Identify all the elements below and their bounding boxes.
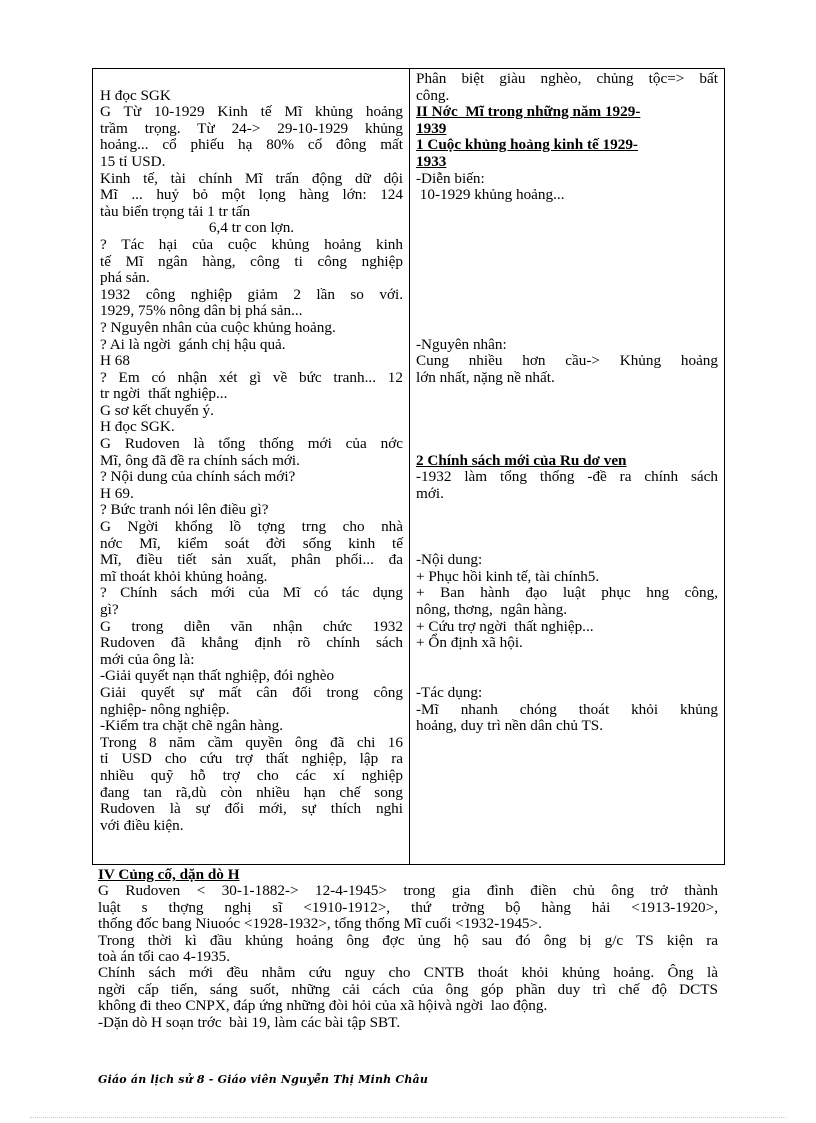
text-line: 10-1929 khủng hoảng... xyxy=(416,186,565,204)
text-line: Trong 8 năm cầm quyền ông đã chi 16 xyxy=(100,733,403,751)
text-line: tàu biển trọng tải 1 tr tấn xyxy=(100,202,251,220)
text-line: + Ổn định xã hội. xyxy=(416,634,523,652)
text-line: -Tác dụng: xyxy=(416,683,483,701)
text-line xyxy=(100,71,403,88)
text-line xyxy=(416,204,718,221)
text-line xyxy=(416,237,718,254)
text-line: phá sản. xyxy=(100,269,150,287)
text-line: nớc Mĩ, kiểm soát đời sống kinh tế xyxy=(100,534,403,552)
text-line: nông, thơng, ngân hàng. xyxy=(416,601,568,618)
text-line xyxy=(416,652,718,669)
text-line: -Mĩ nhanh chóng thoát khỏi khủng xyxy=(416,700,718,718)
text-line: G Rudoven là tổng thống mới của nớc xyxy=(100,435,403,453)
text-line: mới của ông là: xyxy=(100,650,195,668)
text-line: G Từ 10-1929 Kinh tế Mĩ khủng hoảng xyxy=(100,103,403,121)
text-line: -1932 làm tổng thống -đề ra chính sách xyxy=(416,468,718,486)
text-line: Mĩ, điều tiết sản xuất, phân phối... đa xyxy=(100,551,403,569)
column-divider xyxy=(409,69,410,864)
text-line: tỉ USD cho cứu trợ thất nghiệp, lập ra xyxy=(100,750,403,768)
page-footer: Giáo án lịch sử 8 - Giáo viên Nguyễn Thị Minh Châu xyxy=(98,1073,429,1086)
text-line: Mĩ, ông đã đề ra chính sách mới. xyxy=(100,451,300,469)
text-line: H đọc SGK xyxy=(100,86,171,104)
text-line xyxy=(416,220,718,237)
text-line xyxy=(416,403,718,420)
paragraph-line: không đi theo CNPX, đáp ứng những đòi hỏi của xã hộivà ngời lao động. xyxy=(98,997,548,1015)
text-line: -Giải quyết nạn thất nghiệp, đói nghèo xyxy=(100,667,335,685)
text-line: nhiều quỹ hỗ trợ cho các xí nghiệp xyxy=(100,766,403,784)
section-heading: 1 Cuộc khủng hoảng kinh tế 1929- xyxy=(416,136,638,154)
text-line: mĩ thoát khỏi khủng hoảng. xyxy=(100,567,268,585)
text-line xyxy=(416,386,718,403)
text-line xyxy=(416,519,718,536)
paragraph-line: G Rudoven < 30-1-1882-> 12-4-1945> trong gia đình điền chủ ông trở thành xyxy=(98,882,718,900)
text-line: mới. xyxy=(416,484,444,502)
text-line xyxy=(416,270,718,287)
section-body xyxy=(98,883,718,1031)
paragraph-line: thống đốc bang Niuoóc <1928-1932>, tổng thống Mĩ cuối <1932-1945>. xyxy=(98,915,542,933)
page-bottom-border xyxy=(30,1117,786,1118)
text-line: -Kiểm tra chặt chẽ ngân hàng. xyxy=(100,717,284,735)
text-line: -Diễn biến: xyxy=(416,169,485,187)
text-line xyxy=(416,502,718,519)
lesson-table xyxy=(92,68,725,865)
text-line: G sơ kết chuyển ý. xyxy=(100,401,214,419)
text-line: gì? xyxy=(100,601,119,618)
text-line: ? Em có nhận xét gì về bức tranh... 12 xyxy=(100,368,403,386)
text-line: Rudoven đã khẳng định rõ chính sách xyxy=(100,634,403,652)
text-line: H 68 xyxy=(100,352,130,370)
text-line: -Nguyên nhân: xyxy=(416,335,507,353)
text-line xyxy=(416,320,718,337)
section-heading: 1933 xyxy=(416,152,447,170)
text-line xyxy=(416,436,718,453)
text-line: -Nội dung: xyxy=(416,551,483,569)
text-line xyxy=(416,536,718,553)
text-line: 15 tỉ USD. xyxy=(100,152,166,170)
section-heading: 1939 xyxy=(416,119,447,137)
section-title: IV Củng cố, dặn dò H xyxy=(98,866,240,883)
lesson-content-column xyxy=(416,71,718,735)
text-line: lớn nhất, nặng nề nhất. xyxy=(416,368,555,386)
text-line xyxy=(416,303,718,320)
text-line: G Ngời khổng lồ tợng trng cho nhà xyxy=(100,518,403,536)
text-line: hoảng... cổ phiếu hạ 80% cổ đông mất xyxy=(100,136,403,154)
text-line xyxy=(416,668,718,685)
consolidation-section xyxy=(98,867,718,1031)
text-line: hoảng, duy trì nền dân chủ TS. xyxy=(416,717,604,735)
text-line: nghiệp- nông nghiệp. xyxy=(100,700,230,718)
text-line: với điều kiện. xyxy=(100,816,184,834)
text-line xyxy=(416,419,718,436)
text-line: ? Chính sách mới của Mĩ có tác dụng xyxy=(100,584,403,602)
teacher-student-activities-column xyxy=(100,71,403,834)
text-line: Cung nhiều hơn cầu-> Khủng hoảng xyxy=(416,352,718,370)
text-line: tế Mĩ ngân hàng, công ti công nghiệp xyxy=(100,252,403,270)
paragraph-line: -Dặn dò H soạn trớc bài 19, làm các bài tập SBT. xyxy=(98,1013,401,1031)
text-line: tr ngời thất nghiệp... xyxy=(100,385,228,403)
text-line: 1929, 75% nông dân bị phá sản... xyxy=(100,302,303,320)
text-line: công. xyxy=(416,86,450,104)
text-line: G trong diễn văn nhận chức 1932 xyxy=(100,617,403,635)
text-line xyxy=(416,254,718,271)
text-line: ? Bức tranh nói lên điều gì? xyxy=(100,501,269,519)
text-line: đang tan rã,dù còn nhiều hạn chế song xyxy=(100,783,403,801)
section-heading: 2 Chính sách mới của Ru dơ ven xyxy=(416,451,627,469)
text-line: 6,4 tr con lợn. xyxy=(208,219,295,237)
text-line: + Ban hành đạo luật phục hng công, xyxy=(416,584,718,602)
text-line: ? Ai là ngời gánh chị hậu quả. xyxy=(100,335,286,353)
paragraph-line: toà án tối cao 4-1935. xyxy=(98,947,231,965)
text-line: Phân biệt giàu nghèo, chủng tộc=> bất xyxy=(416,70,718,87)
paragraph-line: Chính sách mới đều nhằm cứu nguy cho CNTB thoát khỏi khủng hoảng. Ông là xyxy=(98,964,718,982)
text-line: H 69. xyxy=(100,484,134,502)
text-line: + Phục hồi kinh tế, tài chính5. xyxy=(416,567,600,585)
paragraph-line: Trong thời kì đầu khủng hoảng ông đợc ủng hộ sau đó ông bị g/c TS kiện ra xyxy=(98,931,718,949)
text-line: Rudoven là sự đổi mới, sự thích nghi xyxy=(100,800,403,818)
paragraph-line: luật s thợng nghị sĩ <1910-1912>, thứ trởng bộ hàng hải <1913-1920>, xyxy=(98,898,718,916)
paragraph-line: ngời cấp tiến, sáng suốt, những cải cách của ông góp phần duy trì chế độ DCTS xyxy=(98,980,718,998)
text-line: Kinh tế, tài chính Mĩ trấn động dữ dội xyxy=(100,169,403,187)
text-line: ? Tác hại của cuộc khủng hoảng kinh xyxy=(100,235,403,253)
text-line xyxy=(416,287,718,304)
text-line: 1932 công nghiệp giảm 2 lần so với. xyxy=(100,285,403,303)
text-line: ? Nội dung của chính sách mới? xyxy=(100,468,296,486)
text-line: + Cứu trợ ngời thất nghiệp... xyxy=(416,617,594,635)
text-line: H đọc SGK. xyxy=(100,418,175,436)
text-line: ? Nguyên nhân của cuộc khủng hoảng. xyxy=(100,318,336,336)
text-line: trầm trọng. Từ 24-> 29-10-1929 khủng xyxy=(100,119,403,137)
text-line: Giải quyết sự mất cân đối trong công xyxy=(100,683,403,701)
text-line: Mĩ ... huỷ bỏ một lọng hàng lớn: 124 xyxy=(100,186,403,204)
section-heading: II Nớc Mĩ trong những năm 1929- xyxy=(416,103,641,121)
